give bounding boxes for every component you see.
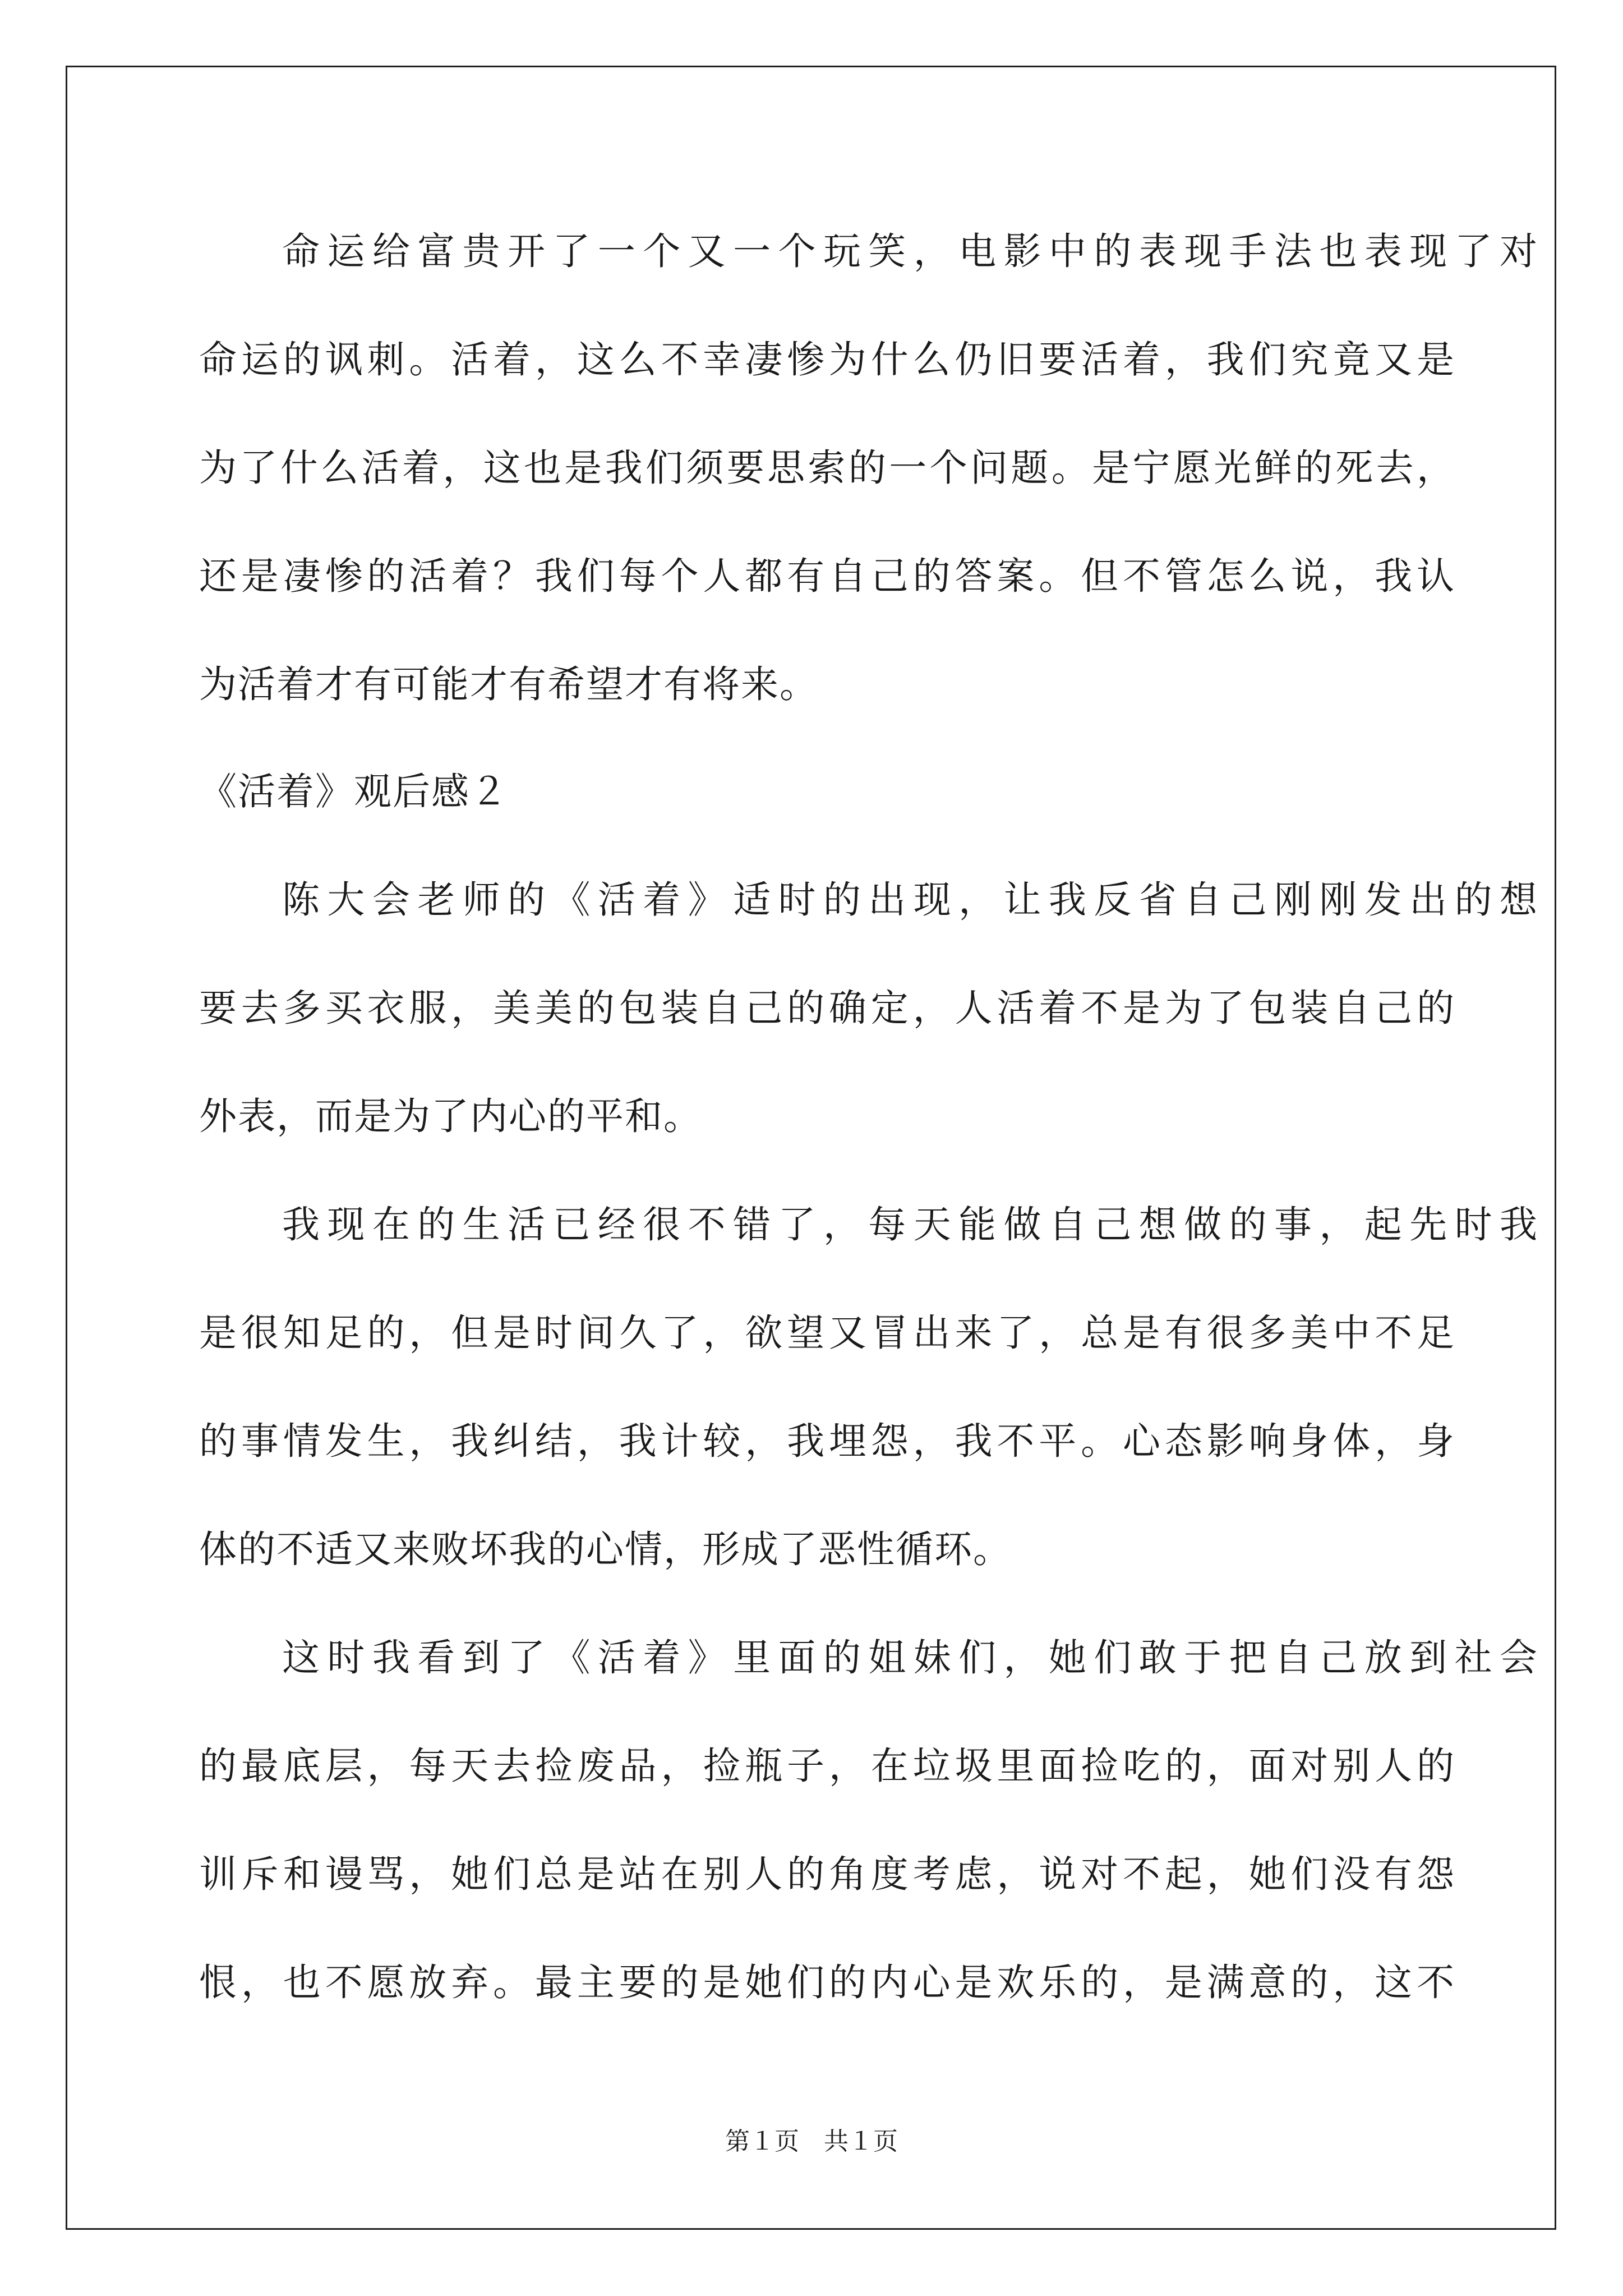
paragraph-1-line-4: 还是凄惨的活着？我们每个人都有自己的答案。但不管怎么说，我认	[199, 554, 1455, 598]
paragraph-4-line-4: 恨，也不愿放弃。最主要的是她们的内心是欢乐的，是满意的，这不	[199, 1961, 1455, 2004]
paragraph-1-line-1: 命运给富贵开了一个又一个玩笑，电影中的表现手法也表现了对	[282, 229, 1538, 273]
paragraph-1-line-3: 为了什么活着，这也是我们须要思索的一个问题。是宁愿光鲜的死去，	[199, 446, 1455, 490]
paragraph-3-line-1: 我现在的生活已经很不错了，每天能做自己想做的事，起先时我	[282, 1203, 1538, 1246]
paragraph-4-line-2: 的最底层，每天去捡废品，捡瓶子，在垃圾里面捡吃的，面对别人的	[199, 1744, 1455, 1788]
paragraph-1-line-5: 为活着才有可能才有希望才有将来。	[199, 662, 818, 706]
page-border	[66, 66, 1556, 2230]
paragraph-1-line-2: 命运的讽刺。活着，这么不幸凄惨为什么仍旧要活着，我们究竟又是	[199, 338, 1455, 381]
paragraph-2-line-1: 陈大会老师的《活着》适时的出现，让我反省自己刚刚发出的想	[282, 878, 1538, 922]
paragraph-4-line-1: 这时我看到了《活着》里面的姐妹们，她们敢于把自己放到社会	[282, 1636, 1538, 1680]
paragraph-2-line-2: 要去多买衣服，美美的包装自己的确定，人活着不是为了包装自己的	[199, 986, 1455, 1030]
paragraph-4-line-3: 训斥和谩骂，她们总是站在别人的角度考虑，说对不起，她们没有怨	[199, 1852, 1455, 1896]
paragraph-3-line-2: 是很知足的，但是时间久了，欲望又冒出来了，总是有很多美中不足	[199, 1311, 1455, 1355]
paragraph-3-line-3: 的事情发生，我纠结，我计较，我埋怨，我不平。心态影响身体，身	[199, 1419, 1455, 1463]
paragraph-3-line-4: 体的不适又来败坏我的心情，形成了恶性循环。	[199, 1527, 1012, 1571]
section-heading: 《活着》观后感２	[199, 770, 509, 813]
paragraph-2-line-3: 外表，而是为了内心的平和。	[199, 1094, 702, 1138]
page-number-footer: 第１页 共１页	[725, 2127, 898, 2156]
